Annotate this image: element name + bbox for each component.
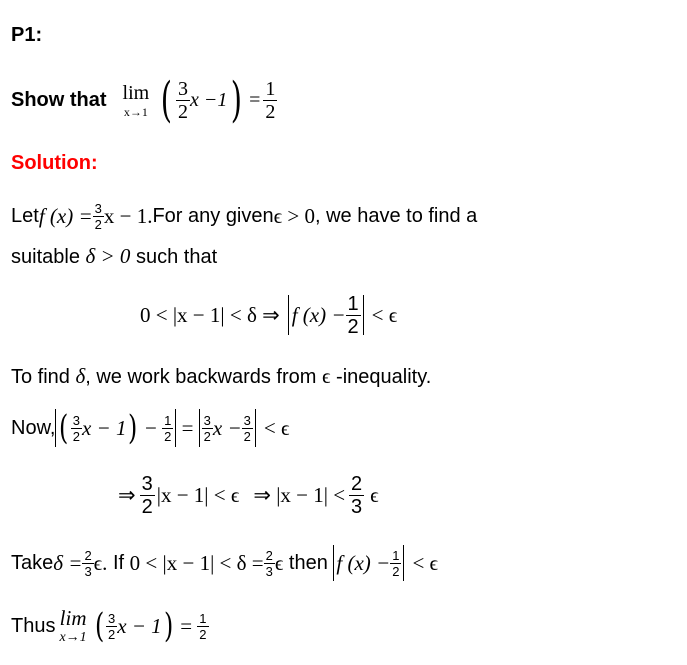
- left-paren: (: [160, 72, 173, 128]
- frac-den: 2: [177, 100, 188, 123]
- less-than-epsilon: < ϵ: [412, 550, 439, 575]
- delta-symbol: δ: [75, 364, 86, 388]
- condition: 0 < |x − 1| < δ =: [129, 550, 264, 575]
- implies-line: [118, 465, 379, 525]
- frac-num: 3: [141, 472, 153, 495]
- take-text: Take: [11, 551, 54, 574]
- x-minus-one: x − 1: [81, 415, 127, 440]
- work-backwards-text: , we work backwards from: [85, 366, 322, 388]
- problem-label: P1:: [11, 24, 43, 46]
- abs-bar-4: [255, 409, 256, 447]
- fraction-one-half: [390, 549, 401, 578]
- fraction-three-halves: [176, 79, 190, 122]
- now-line: [11, 406, 289, 450]
- frac-num: 1: [392, 547, 400, 563]
- abs-bar-3: [199, 409, 200, 447]
- frac-den: 2: [392, 563, 400, 579]
- implies-second: ⇒ |x − 1| <: [253, 482, 346, 507]
- fraction-three-halves: [140, 474, 155, 517]
- frac-num: 2: [84, 547, 92, 563]
- frac-num: 2: [351, 472, 363, 495]
- abs-bar-left: [288, 295, 289, 335]
- fraction-one-half: [162, 414, 173, 443]
- lim-word: lim: [59, 605, 87, 630]
- frac-num: 3: [107, 610, 116, 626]
- less-than-epsilon: < ϵ: [263, 415, 290, 440]
- solution-heading: Solution:: [11, 152, 98, 174]
- definition-line: [11, 198, 477, 234]
- delta-condition: δ > 0: [85, 244, 131, 268]
- frac-den: 3: [84, 563, 92, 579]
- frac-num: 3: [203, 412, 211, 428]
- function-rest: x − 1.: [103, 203, 153, 228]
- frac-num: 1: [347, 292, 359, 315]
- fraction-three-halves: [106, 612, 117, 641]
- left-paren: (: [94, 606, 104, 646]
- if-text: If: [107, 551, 130, 574]
- suitable-text: suitable: [11, 246, 86, 268]
- lim-subscript: x→1: [59, 629, 87, 645]
- implies-middle: |x − 1| < ϵ: [156, 482, 240, 507]
- fraction-two-thirds: [82, 549, 93, 578]
- then-text: then: [283, 551, 334, 574]
- fraction-three-halves-b: [202, 414, 213, 443]
- frac-num: 3: [72, 412, 80, 428]
- equals-sign: =: [176, 415, 199, 440]
- frac-num: 1: [199, 610, 207, 626]
- now-text: Now,: [11, 416, 56, 439]
- x-minus-one: x −1: [189, 88, 228, 111]
- implication-line: [140, 290, 397, 340]
- frac-den: 2: [199, 626, 207, 642]
- function-def: f (x) =: [38, 203, 93, 228]
- fx-minus: f (x) −: [291, 302, 346, 327]
- fraction-two-thirds: [349, 474, 364, 517]
- frac-den: 3: [265, 563, 273, 579]
- frac-den: 2: [72, 428, 80, 444]
- frac-num: 1: [265, 77, 276, 100]
- implies-arrow: ⇒: [118, 482, 136, 507]
- frac-den: 2: [203, 428, 211, 444]
- frac-num: 3: [243, 412, 251, 428]
- frac-den: 2: [107, 626, 116, 642]
- epsilon-period: ϵ.: [93, 550, 108, 575]
- suitable-line: [11, 244, 217, 269]
- fraction-one-half: [346, 294, 361, 337]
- frac-num: 1: [164, 412, 172, 428]
- limit-operator: [123, 83, 150, 118]
- right-paren: ): [231, 72, 243, 128]
- take-delta-line: [11, 542, 438, 584]
- fraction-one-half: [197, 612, 208, 641]
- inequality-text: -inequality.: [330, 366, 432, 388]
- equals-sign: =: [249, 88, 261, 111]
- lim-word: lim: [122, 81, 150, 104]
- left-paren: (: [59, 408, 69, 448]
- frac-den: 2: [265, 100, 276, 123]
- line1-tail: , we have to find a: [314, 204, 478, 227]
- frac-den: 2: [141, 495, 153, 518]
- frac-den: 2: [347, 315, 359, 338]
- abs-bar-right: [403, 545, 404, 581]
- implication-left: 0 < |x − 1| < δ ⇒: [140, 302, 280, 327]
- fraction-three-halves: [71, 414, 82, 443]
- lim-subscript: x→1: [123, 104, 148, 119]
- for-any-text: For any given: [152, 204, 274, 227]
- work-backwards-line: [11, 364, 431, 389]
- abs-bar-1: [55, 409, 56, 447]
- abs-bar-left: [333, 545, 334, 581]
- epsilon-symbol: ϵ: [321, 364, 331, 388]
- abs-bar-right: [363, 295, 364, 335]
- fraction-three-halves-c: [242, 414, 253, 443]
- frac-num: 2: [265, 547, 273, 563]
- epsilon-symbol: ϵ: [370, 482, 379, 507]
- conclusion-line: [11, 600, 209, 652]
- statement-intro: Show that: [11, 88, 107, 111]
- right-paren: ): [163, 606, 173, 646]
- frac-num: 3: [94, 200, 102, 216]
- thus-text: Thus: [11, 614, 56, 637]
- x-minus-one: x − 1: [117, 613, 162, 638]
- fraction-three-halves: [93, 202, 104, 231]
- problem-statement: [11, 72, 277, 128]
- right-paren: ): [128, 408, 138, 448]
- frac-den: 2: [94, 216, 102, 232]
- epsilon-symbol: ϵ: [274, 550, 284, 575]
- frac-den: 3: [351, 495, 363, 518]
- equals-sign: =: [174, 613, 198, 638]
- to-find-text: To find: [11, 366, 76, 388]
- epsilon-condition: ϵ > 0: [273, 203, 315, 228]
- frac-num: 3: [177, 77, 188, 100]
- limit-operator: [59, 605, 87, 645]
- implication-right: < ϵ: [371, 302, 398, 327]
- fraction-one-half: [263, 79, 277, 122]
- let-text: Let: [11, 204, 39, 227]
- frac-den: 2: [164, 428, 172, 444]
- fx-minus: f (x) −: [336, 550, 391, 575]
- delta-equals: δ =: [53, 550, 83, 575]
- such-that-text: such that: [130, 246, 218, 268]
- fraction-two-thirds-b: [264, 549, 275, 578]
- minus-sign: −: [139, 415, 163, 440]
- x-minus: x −: [212, 415, 242, 440]
- frac-den: 2: [243, 428, 251, 444]
